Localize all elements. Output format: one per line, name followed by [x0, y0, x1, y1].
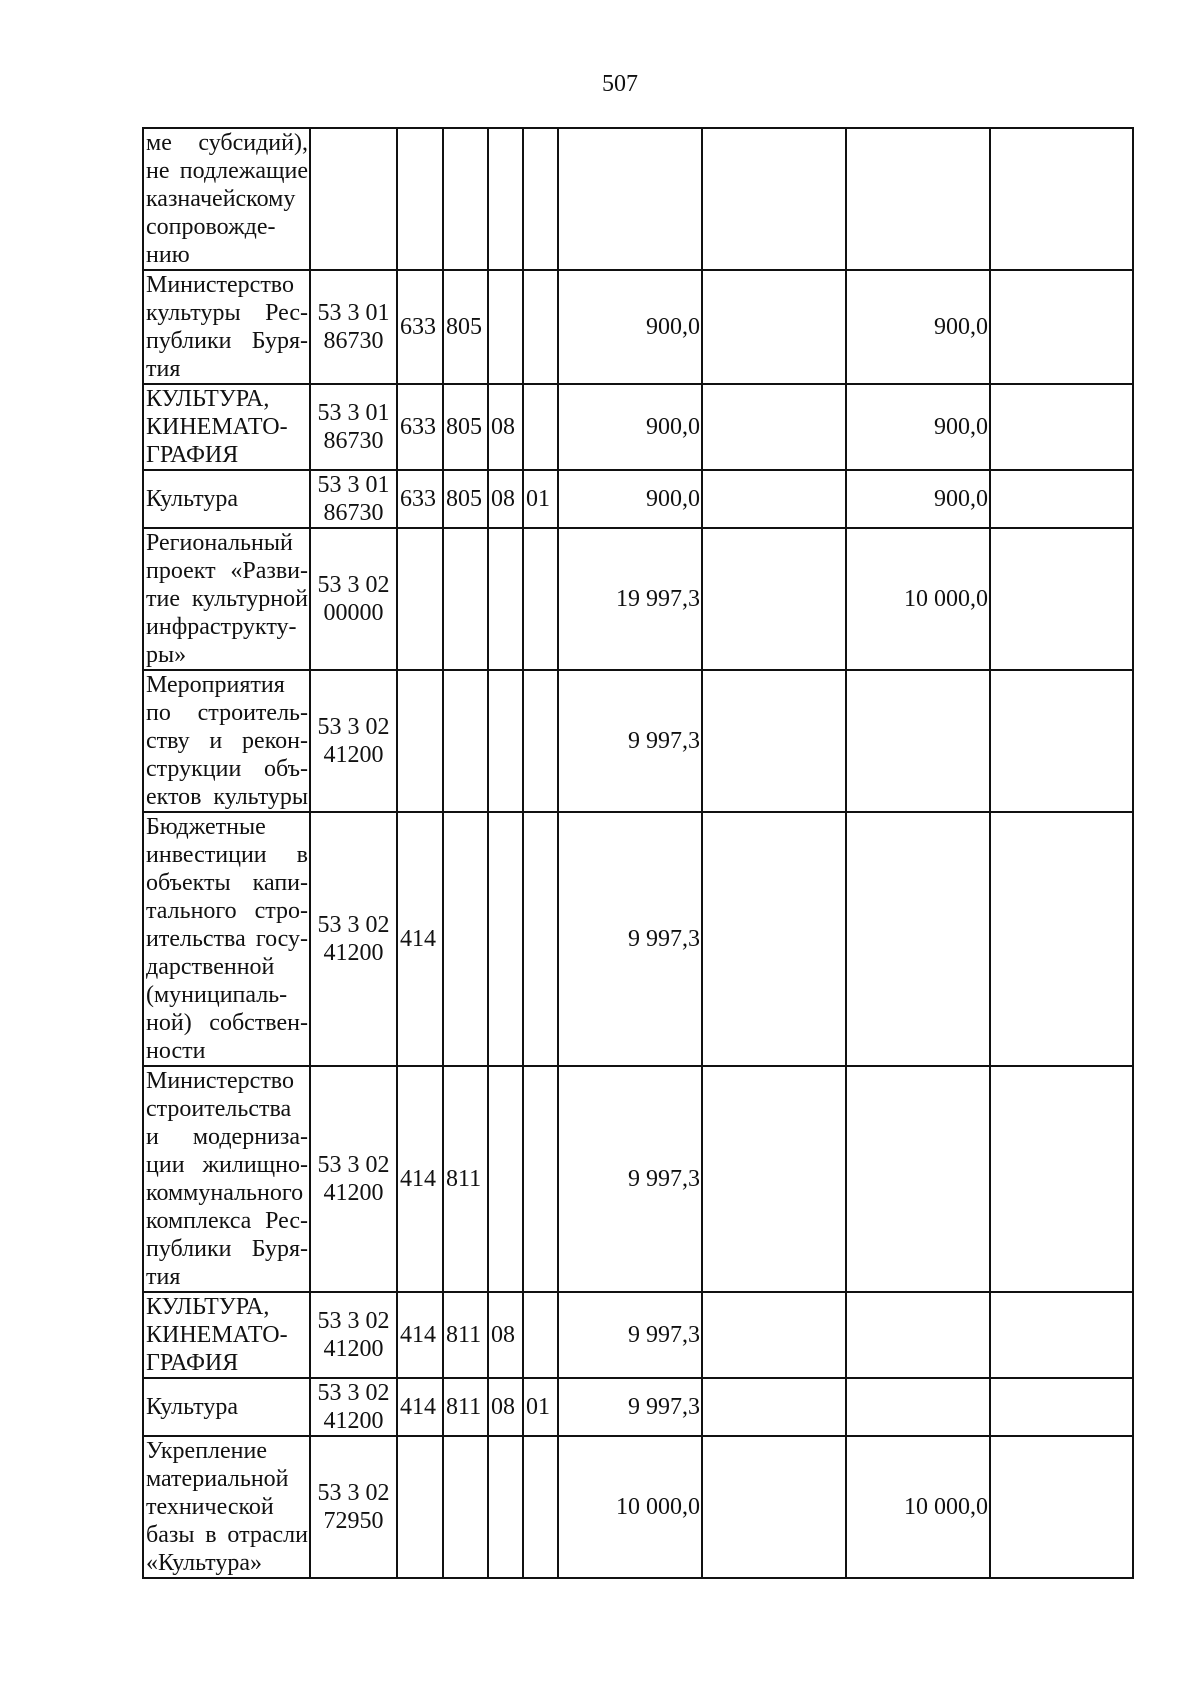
page-number: 507	[602, 71, 638, 97]
amount-cell	[846, 1292, 990, 1378]
amount-cell	[990, 384, 1133, 470]
amount-cell: 19 997,3	[558, 528, 702, 670]
name-cell: КУЛЬТУРА, КИНЕМАТО- ГРАФИЯ	[143, 384, 310, 470]
table-row	[143, 670, 1133, 812]
subsection-cell: 01	[523, 1378, 558, 1436]
name-cell: ме субсидий), не подлежащие казначейскому сопровожде- нию	[143, 128, 310, 270]
expense-type-cell	[397, 528, 443, 670]
amount-cell	[990, 270, 1133, 384]
amount-cell: 900,0	[558, 384, 702, 470]
name-cell: Культура	[143, 470, 310, 528]
subsection-cell	[523, 1292, 558, 1378]
amount-cell: 10 000,0	[558, 1436, 702, 1578]
ministry-code-cell	[443, 528, 488, 670]
subsection-cell	[523, 384, 558, 470]
amount-cell	[702, 812, 846, 1066]
amount-cell: 900,0	[558, 470, 702, 528]
amount-cell	[990, 128, 1133, 270]
amount-cell	[846, 670, 990, 812]
ministry-code-cell	[443, 1436, 488, 1578]
amount-cell: 900,0	[846, 470, 990, 528]
amount-cell	[702, 470, 846, 528]
amount-cell	[846, 128, 990, 270]
table-row	[143, 1292, 1133, 1378]
section-cell: 08	[488, 1378, 523, 1436]
ministry-code-cell: 805	[443, 270, 488, 384]
ministry-code-cell	[443, 812, 488, 1066]
target-code-cell: 53 3 01 86730	[310, 470, 397, 528]
amount-cell	[990, 1292, 1133, 1378]
amount-cell: 9 997,3	[558, 670, 702, 812]
amount-cell	[702, 1378, 846, 1436]
ministry-code-cell: 805	[443, 384, 488, 470]
name-cell: Укрепление материальной технической базы в отрасли «Культура»	[143, 1436, 310, 1578]
subsection-cell	[523, 128, 558, 270]
subsection-cell	[523, 528, 558, 670]
section-cell	[488, 670, 523, 812]
amount-cell	[990, 528, 1133, 670]
amount-cell	[990, 1378, 1133, 1436]
amount-cell	[702, 384, 846, 470]
subsection-cell: 01	[523, 470, 558, 528]
table-row	[143, 384, 1133, 470]
amount-cell	[846, 812, 990, 1066]
amount-cell: 9 997,3	[558, 1292, 702, 1378]
target-code-cell	[310, 128, 397, 270]
amount-cell: 9 997,3	[558, 1378, 702, 1436]
target-code-cell: 53 3 02 72950	[310, 1436, 397, 1578]
table-row	[143, 270, 1133, 384]
table-row	[143, 128, 1133, 270]
amount-cell: 900,0	[846, 270, 990, 384]
table-row	[143, 1436, 1133, 1578]
amount-cell	[558, 128, 702, 270]
expense-type-cell: 633	[397, 384, 443, 470]
section-cell	[488, 812, 523, 1066]
amount-cell	[990, 1436, 1133, 1578]
section-cell: 08	[488, 1292, 523, 1378]
ministry-code-cell: 811	[443, 1292, 488, 1378]
expense-type-cell	[397, 670, 443, 812]
ministry-code-cell	[443, 128, 488, 270]
table-row	[143, 1066, 1133, 1292]
target-code-cell: 53 3 02 00000	[310, 528, 397, 670]
ministry-code-cell: 811	[443, 1378, 488, 1436]
ministry-code-cell: 805	[443, 470, 488, 528]
target-code-cell: 53 3 01 86730	[310, 384, 397, 470]
amount-cell	[990, 1066, 1133, 1292]
ministry-code-cell	[443, 670, 488, 812]
amount-cell: 9 997,3	[558, 812, 702, 1066]
section-cell: 08	[488, 470, 523, 528]
amount-cell: 10 000,0	[846, 1436, 990, 1578]
target-code-cell: 53 3 02 41200	[310, 1292, 397, 1378]
expense-type-cell: 633	[397, 270, 443, 384]
name-cell: Мероприятия по строитель- ству и рекон- струкции объ- ектов культуры	[143, 670, 310, 812]
section-cell	[488, 128, 523, 270]
ministry-code-cell: 811	[443, 1066, 488, 1292]
section-cell	[488, 1436, 523, 1578]
amount-cell: 9 997,3	[558, 1066, 702, 1292]
table-row	[143, 470, 1133, 528]
name-cell: Региональный проект «Разви- тие культурной инфраструкту- ры»	[143, 528, 310, 670]
amount-cell: 900,0	[846, 384, 990, 470]
amount-cell	[846, 1378, 990, 1436]
amount-cell	[702, 670, 846, 812]
subsection-cell	[523, 1066, 558, 1292]
amount-cell	[990, 670, 1133, 812]
target-code-cell: 53 3 02 41200	[310, 1066, 397, 1292]
section-cell	[488, 1066, 523, 1292]
section-cell: 08	[488, 384, 523, 470]
table-row	[143, 812, 1133, 1066]
amount-cell	[846, 1066, 990, 1292]
amount-cell	[702, 128, 846, 270]
budget-table	[142, 127, 1134, 1579]
expense-type-cell: 633	[397, 470, 443, 528]
expense-type-cell: 414	[397, 812, 443, 1066]
subsection-cell	[523, 812, 558, 1066]
target-code-cell: 53 3 01 86730	[310, 270, 397, 384]
amount-cell	[990, 812, 1133, 1066]
target-code-cell: 53 3 02 41200	[310, 1378, 397, 1436]
expense-type-cell	[397, 128, 443, 270]
section-cell	[488, 270, 523, 384]
table-row	[143, 528, 1133, 670]
section-cell	[488, 528, 523, 670]
amount-cell	[702, 1436, 846, 1578]
name-cell: Культура	[143, 1378, 310, 1436]
amount-cell	[702, 270, 846, 384]
name-cell: Министерство строительства и модерниза- ции жилищно- коммунального комплекса Рес- публики Буря- тия	[143, 1066, 310, 1292]
amount-cell: 900,0	[558, 270, 702, 384]
amount-cell	[990, 470, 1133, 528]
name-cell: Бюджетные инвестиции в объекты капи- тального стро- ительства госу- дарственной (муниципаль- ной) собствен- ности	[143, 812, 310, 1066]
expense-type-cell	[397, 1436, 443, 1578]
table-row	[143, 1378, 1133, 1436]
name-cell: КУЛЬТУРА, КИНЕМАТО- ГРАФИЯ	[143, 1292, 310, 1378]
amount-cell	[702, 528, 846, 670]
expense-type-cell: 414	[397, 1066, 443, 1292]
expense-type-cell: 414	[397, 1292, 443, 1378]
target-code-cell: 53 3 02 41200	[310, 812, 397, 1066]
subsection-cell	[523, 670, 558, 812]
name-cell: Министерство культуры Рес- публики Буря- тия	[143, 270, 310, 384]
amount-cell	[702, 1292, 846, 1378]
subsection-cell	[523, 270, 558, 384]
amount-cell	[702, 1066, 846, 1292]
amount-cell: 10 000,0	[846, 528, 990, 670]
expense-type-cell: 414	[397, 1378, 443, 1436]
subsection-cell	[523, 1436, 558, 1578]
target-code-cell: 53 3 02 41200	[310, 670, 397, 812]
